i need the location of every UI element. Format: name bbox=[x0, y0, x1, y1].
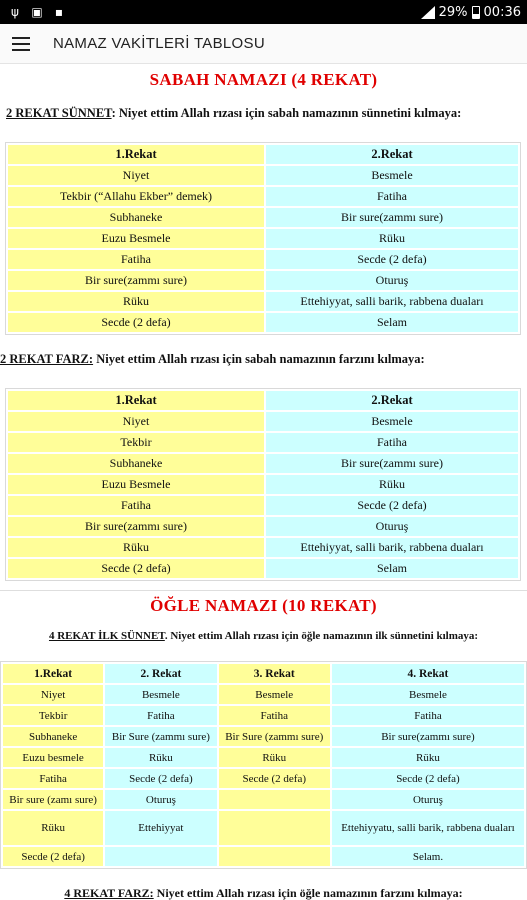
table-cell: Bir sure(zammı sure) bbox=[266, 454, 518, 473]
table-row bbox=[8, 538, 518, 557]
table-row bbox=[8, 454, 518, 473]
table-cell: Bir Sure (zammı sure) bbox=[105, 727, 216, 746]
table-row bbox=[3, 685, 524, 704]
table-cell: Bir sure(zammı sure) bbox=[8, 271, 264, 290]
table-cell: Rüku bbox=[8, 292, 264, 311]
table-cell: Bir sure (zamı sure) bbox=[3, 790, 103, 809]
table-cell: Secde (2 defa) bbox=[8, 313, 264, 332]
table-cell: Selam bbox=[266, 559, 518, 578]
sabah-title: SABAH NAMAZI (4 REKAT) bbox=[149, 70, 378, 89]
table-cell: Secde (2 defa) bbox=[266, 496, 518, 515]
table-cell: Rüku bbox=[266, 229, 518, 248]
battery-icon bbox=[472, 6, 480, 19]
table-cell: Subhaneke bbox=[8, 208, 264, 227]
table-cell: Ettehiyyat, salli barik, rabbena duaları bbox=[266, 538, 518, 557]
table-cell: Secde (2 defa) bbox=[332, 769, 524, 788]
table-cell: Rüku bbox=[219, 748, 330, 767]
table-row bbox=[3, 790, 524, 809]
table-cell: Besmele bbox=[332, 685, 524, 704]
app-title: NAMAZ VAKİTLERİ TABLOSU bbox=[53, 35, 265, 52]
table-cell: Rüku bbox=[105, 748, 216, 767]
ogle-farz-text: Niyet ettim Allah rızası için öğle namazının farzını kılmaya: bbox=[153, 886, 463, 900]
table-row bbox=[8, 229, 518, 248]
column-header: 3. Rekat bbox=[219, 664, 330, 683]
sabah-farz-intro bbox=[0, 352, 425, 367]
table-cell: Rüku bbox=[332, 748, 524, 767]
table-row bbox=[8, 517, 518, 536]
table-row bbox=[8, 187, 518, 206]
table-cell: Ettehiyyat bbox=[105, 811, 216, 845]
table-row bbox=[8, 559, 518, 578]
table-cell: Selam bbox=[266, 313, 518, 332]
table-cell: Fatiha bbox=[8, 496, 264, 515]
table-cell bbox=[105, 847, 216, 866]
table-cell: Niyet bbox=[8, 166, 264, 185]
app-bar bbox=[0, 24, 527, 64]
ogle-sunnet-label: 4 REKAT İLK SÜNNET bbox=[48, 630, 165, 642]
table-cell bbox=[219, 811, 330, 845]
ogle-sunnet-intro bbox=[0, 630, 527, 642]
table-cell: Rüku bbox=[8, 538, 264, 557]
table-cell: Secde (2 defa) bbox=[266, 250, 518, 269]
sabah-sunnet-intro bbox=[0, 106, 461, 121]
table-cell: Ettehiyyatu, salli barik, rabbena duaları bbox=[332, 811, 524, 845]
sabah-sunnet-label: 2 REKAT SÜNNET bbox=[6, 106, 112, 120]
table-row bbox=[3, 727, 524, 746]
table-cell: Niyet bbox=[8, 412, 264, 431]
table-cell: Bir sure(zammı sure) bbox=[8, 517, 264, 536]
table-cell: Besmele bbox=[219, 685, 330, 704]
table-cell: Fatiha bbox=[266, 187, 518, 206]
table-row bbox=[8, 313, 518, 332]
sabah-farz-table bbox=[5, 388, 521, 581]
usb-icon: ψ bbox=[11, 5, 19, 19]
table-cell: Euzu besmele bbox=[3, 748, 103, 767]
section-divider bbox=[0, 590, 527, 591]
battery-percent: 29% bbox=[438, 4, 468, 20]
column-header: 1.Rekat bbox=[3, 664, 103, 683]
ogle-farz-label: 4 REKAT FARZ: bbox=[64, 886, 154, 900]
ogle-sunnet-text: . Niyet ettim Allah rızası için öğle namazının ilk sünnetini kılmaya: bbox=[164, 630, 479, 642]
table-cell: Subhaneke bbox=[3, 727, 103, 746]
table-cell: Oturuş bbox=[105, 790, 216, 809]
column-header: 1.Rekat bbox=[8, 145, 264, 164]
table-cell: Euzu Besmele bbox=[8, 229, 264, 248]
ogle-sunnet-table bbox=[0, 661, 527, 869]
clock: 00:36 bbox=[483, 4, 521, 20]
table-row bbox=[8, 166, 518, 185]
table-cell: Fatiha bbox=[332, 706, 524, 725]
table-row bbox=[8, 292, 518, 311]
table-cell: Secde (2 defa) bbox=[8, 559, 264, 578]
table-cell: Selam. bbox=[332, 847, 524, 866]
table-cell: Secde (2 defa) bbox=[219, 769, 330, 788]
table-cell: Fatiha bbox=[3, 769, 103, 788]
table-cell: Oturuş bbox=[332, 790, 524, 809]
table-cell: Fatiha bbox=[8, 250, 264, 269]
table-cell: Fatiha bbox=[266, 433, 518, 452]
column-header: 1.Rekat bbox=[8, 391, 264, 410]
table-cell: Secde (2 defa) bbox=[105, 769, 216, 788]
table-cell: Tekbir bbox=[3, 706, 103, 725]
table-header-row bbox=[3, 664, 524, 683]
table-row bbox=[3, 706, 524, 725]
table-cell: Besmele bbox=[266, 166, 518, 185]
table-cell: Tekbir bbox=[8, 433, 264, 452]
table-cell bbox=[219, 847, 330, 866]
table-cell: Fatiha bbox=[105, 706, 216, 725]
sabah-sunnet-table bbox=[5, 142, 521, 335]
ogle-farz-intro bbox=[0, 886, 527, 900]
table-cell: Oturuş bbox=[266, 271, 518, 290]
table-cell: Fatiha bbox=[219, 706, 330, 725]
table-cell: Tekbir (“Allahu Ekber” demek) bbox=[8, 187, 264, 206]
sabah-farz-label: 2 REKAT FARZ: bbox=[0, 352, 94, 366]
table-row bbox=[8, 496, 518, 515]
table-row bbox=[8, 433, 518, 452]
table-row bbox=[8, 208, 518, 227]
table-cell: Rüku bbox=[3, 811, 103, 845]
table-cell: Rüku bbox=[266, 475, 518, 494]
table-row bbox=[8, 271, 518, 290]
table-cell: Secde (2 defa) bbox=[3, 847, 103, 866]
table-row bbox=[8, 412, 518, 431]
table-row bbox=[3, 748, 524, 767]
sabah-farz-text: Niyet ettim Allah rızası için sabah namazının farzını kılmaya: bbox=[93, 352, 425, 366]
table-row bbox=[3, 847, 524, 866]
table-cell: Besmele bbox=[105, 685, 216, 704]
table-cell: Subhaneke bbox=[8, 454, 264, 473]
table-cell: Ettehiyyat, salli barik, rabbena duaları bbox=[266, 292, 518, 311]
table-row bbox=[8, 475, 518, 494]
table-cell: Bir sure(zammı sure) bbox=[332, 727, 524, 746]
table-cell: Euzu Besmele bbox=[8, 475, 264, 494]
table-cell: Besmele bbox=[266, 412, 518, 431]
table-cell bbox=[219, 790, 330, 809]
table-row bbox=[3, 769, 524, 788]
sabah-sunnet-text: : Niyet ettim Allah rızası için sabah namazının sünnetini kılmaya: bbox=[111, 106, 462, 120]
image-icon: ▣ bbox=[31, 5, 43, 19]
table-cell: Oturuş bbox=[266, 517, 518, 536]
table-cell: Bir Sure (zammı sure) bbox=[219, 727, 330, 746]
signal-icon bbox=[421, 6, 435, 19]
column-header: 2.Rekat bbox=[266, 391, 518, 410]
status-bar bbox=[0, 0, 527, 24]
table-row bbox=[3, 811, 524, 845]
menu-icon[interactable] bbox=[1, 24, 41, 64]
notification-icon: ▪ bbox=[54, 5, 64, 19]
table-row bbox=[8, 250, 518, 269]
content-scroll[interactable] bbox=[0, 64, 527, 900]
table-cell: Bir sure(zammı sure) bbox=[266, 208, 518, 227]
column-header: 2. Rekat bbox=[105, 664, 216, 683]
ogle-title: ÖĞLE NAMAZI (10 REKAT) bbox=[150, 596, 377, 615]
table-header-row bbox=[8, 145, 518, 164]
table-cell: Niyet bbox=[3, 685, 103, 704]
column-header: 2.Rekat bbox=[266, 145, 518, 164]
column-header: 4. Rekat bbox=[332, 664, 524, 683]
table-header-row bbox=[8, 391, 518, 410]
